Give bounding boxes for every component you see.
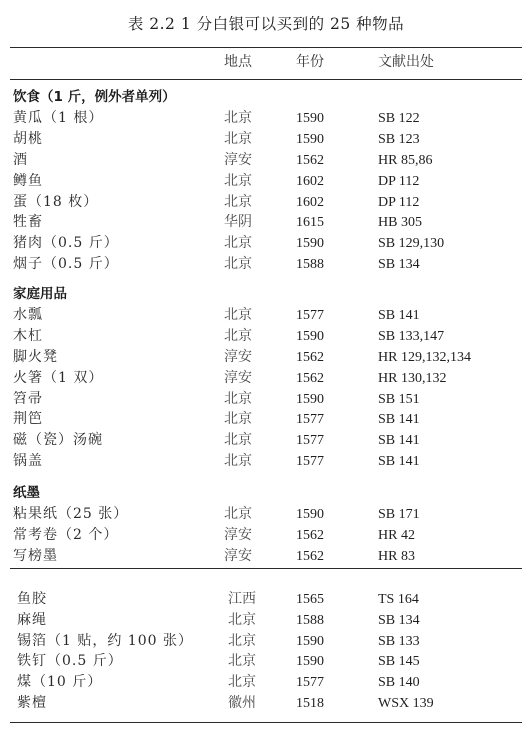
place-cell: 北京 (228, 632, 256, 649)
source-cell: SB 122 (378, 111, 420, 127)
item-cell: 锅盖 (13, 452, 43, 469)
place-cell: 北京 (224, 452, 252, 469)
year-cell: 1577 (296, 453, 324, 469)
year-cell: 1562 (296, 528, 324, 544)
table-row (0, 546, 532, 567)
table-row (0, 389, 532, 410)
item-cell: 胡桃 (13, 131, 43, 148)
table-row (0, 326, 532, 347)
item-cell: 粘果纸（25 张） (13, 506, 129, 523)
item-cell: 猪肉（0.5 斤） (13, 235, 119, 252)
item-cell: 煤（10 斤） (17, 674, 103, 691)
place-cell: 淳安 (224, 527, 252, 544)
table-row (0, 610, 532, 631)
item-cell: 木杠 (13, 328, 43, 345)
place-cell: 北京 (228, 611, 256, 628)
place-cell: 淳安 (224, 348, 252, 365)
table-row (0, 672, 532, 693)
table-row (0, 631, 532, 652)
table-row (0, 108, 532, 129)
item-cell: 脚火凳 (13, 348, 58, 365)
table-row (0, 525, 532, 546)
year-cell: 1590 (296, 507, 324, 523)
place-cell: 华阴 (224, 214, 252, 231)
source-cell: SB 151 (378, 391, 420, 407)
item-cell: 麻绳 (17, 611, 47, 628)
place-cell: 淳安 (224, 369, 252, 386)
item-cell: 烟子（0.5 斤） (13, 255, 119, 272)
year-cell: 1562 (296, 152, 324, 168)
year-cell: 1562 (296, 548, 324, 564)
source-cell: DP 112 (378, 173, 420, 189)
table-row (0, 589, 532, 610)
year-cell: 1590 (296, 236, 324, 252)
source-cell: HR 129,132,134 (378, 349, 471, 365)
place-cell: 北京 (224, 411, 252, 428)
year-cell: 1590 (296, 391, 324, 407)
table-row (0, 504, 532, 525)
table-row (0, 651, 532, 672)
table-row (0, 171, 532, 192)
item-cell: 蛋（18 枚） (13, 193, 99, 210)
place-cell: 北京 (224, 432, 252, 449)
item-cell: 紫檀 (17, 695, 47, 711)
header-place: 地点 (224, 54, 252, 70)
table-row (0, 212, 532, 233)
table-row (0, 409, 532, 430)
item-cell: 鱼胶 (17, 591, 47, 607)
item-cell: 牲畜 (13, 214, 43, 231)
year-cell: 1590 (296, 329, 324, 345)
bottom-rule (10, 722, 522, 723)
place-cell: 北京 (224, 390, 252, 407)
table-row (0, 129, 532, 150)
item-cell: 锡箔（1 贴，约 100 张） (17, 632, 193, 649)
header-rule (10, 79, 522, 80)
section-heading: 家庭用品 (13, 286, 67, 302)
year-cell: 1602 (296, 173, 324, 189)
place-cell: 北京 (224, 172, 252, 189)
source-cell: WSX 139 (378, 696, 434, 711)
table-row (0, 305, 532, 326)
place-cell: 淳安 (224, 151, 252, 168)
source-cell: SB 129,130 (378, 236, 445, 252)
item-cell: 荆笆 (13, 411, 43, 428)
table-row (0, 430, 532, 451)
year-cell: 1577 (296, 433, 324, 449)
source-cell: SB 133,147 (378, 329, 445, 345)
section-heading: 饮食（1 斤，例外者单列） (13, 89, 176, 105)
place-cell: 北京 (224, 307, 252, 324)
place-cell: 北京 (224, 110, 252, 127)
section-separator-rule (10, 568, 522, 569)
table-row (0, 150, 532, 171)
table-row (0, 451, 532, 472)
year-cell: 1590 (296, 654, 324, 670)
source-cell: TS 164 (378, 592, 419, 607)
item-cell: 火箸（1 双） (13, 369, 104, 386)
table-row (0, 192, 532, 213)
place-cell: 北京 (224, 193, 252, 210)
source-cell: SB 141 (378, 433, 420, 449)
header-year: 年份 (296, 55, 324, 70)
source-cell: SB 141 (378, 453, 420, 469)
year-cell: 1518 (296, 696, 324, 711)
year-cell: 1590 (296, 132, 324, 148)
item-cell: 鳟鱼 (13, 172, 43, 189)
source-cell: HR 83 (378, 548, 415, 564)
year-cell: 1577 (296, 675, 324, 691)
source-cell: SB 145 (378, 654, 420, 670)
year-cell: 1562 (296, 349, 324, 365)
source-cell: SB 134 (378, 612, 420, 628)
header-source: 文献出处 (378, 55, 434, 70)
year-cell: 1615 (296, 215, 324, 231)
place-cell: 北京 (224, 131, 252, 148)
item-cell: 黄瓜（1 根） (13, 110, 104, 127)
place-cell: 北京 (228, 653, 256, 670)
item-cell: 水瓢 (13, 307, 43, 324)
source-cell: HR 130,132 (378, 370, 447, 386)
item-cell: 铁钉（0.5 斤） (17, 653, 123, 670)
place-cell: 北京 (224, 328, 252, 345)
source-cell: SB 123 (378, 132, 420, 148)
source-cell: HR 42 (378, 528, 415, 544)
table-row (0, 254, 532, 275)
source-cell: HR 85,86 (378, 152, 433, 168)
year-cell: 1577 (296, 308, 324, 324)
item-cell: 常考卷（2 个） (13, 527, 119, 544)
item-cell: 磁（瓷）汤碗 (13, 432, 103, 449)
place-cell: 北京 (224, 255, 252, 272)
section-heading: 纸墨 (13, 485, 40, 501)
table-title: 表 2.2 1 分白银可以买到的 25 种物品 (127, 15, 405, 33)
table-row (0, 347, 532, 368)
source-cell: SB 171 (378, 507, 420, 523)
year-cell: 1588 (296, 256, 324, 272)
place-cell: 江西 (228, 591, 256, 607)
year-cell: 1562 (296, 370, 324, 386)
table-header (0, 52, 532, 73)
item-cell: 笤帚 (13, 390, 43, 407)
table-row (0, 233, 532, 254)
place-cell: 淳安 (224, 547, 252, 564)
source-cell: SB 133 (378, 633, 420, 649)
place-cell: 北京 (224, 235, 252, 252)
source-cell: SB 140 (378, 675, 420, 691)
source-cell: HB 305 (378, 215, 422, 231)
source-cell: SB 141 (378, 308, 420, 324)
year-cell: 1577 (296, 412, 324, 428)
source-cell: SB 134 (378, 256, 420, 272)
year-cell: 1590 (296, 111, 324, 127)
item-cell: 写榜墨 (13, 547, 58, 564)
year-cell: 1588 (296, 612, 324, 628)
place-cell: 北京 (228, 674, 256, 691)
table-row (0, 368, 532, 389)
place-cell: 北京 (224, 506, 252, 523)
item-cell: 酒 (13, 151, 28, 168)
source-cell: SB 141 (378, 412, 420, 428)
place-cell: 徽州 (228, 695, 256, 711)
source-cell: DP 112 (378, 194, 420, 210)
year-cell: 1565 (296, 592, 324, 607)
top-rule (10, 47, 522, 48)
year-cell: 1602 (296, 194, 324, 210)
year-cell: 1590 (296, 633, 324, 649)
table-row (0, 693, 532, 714)
